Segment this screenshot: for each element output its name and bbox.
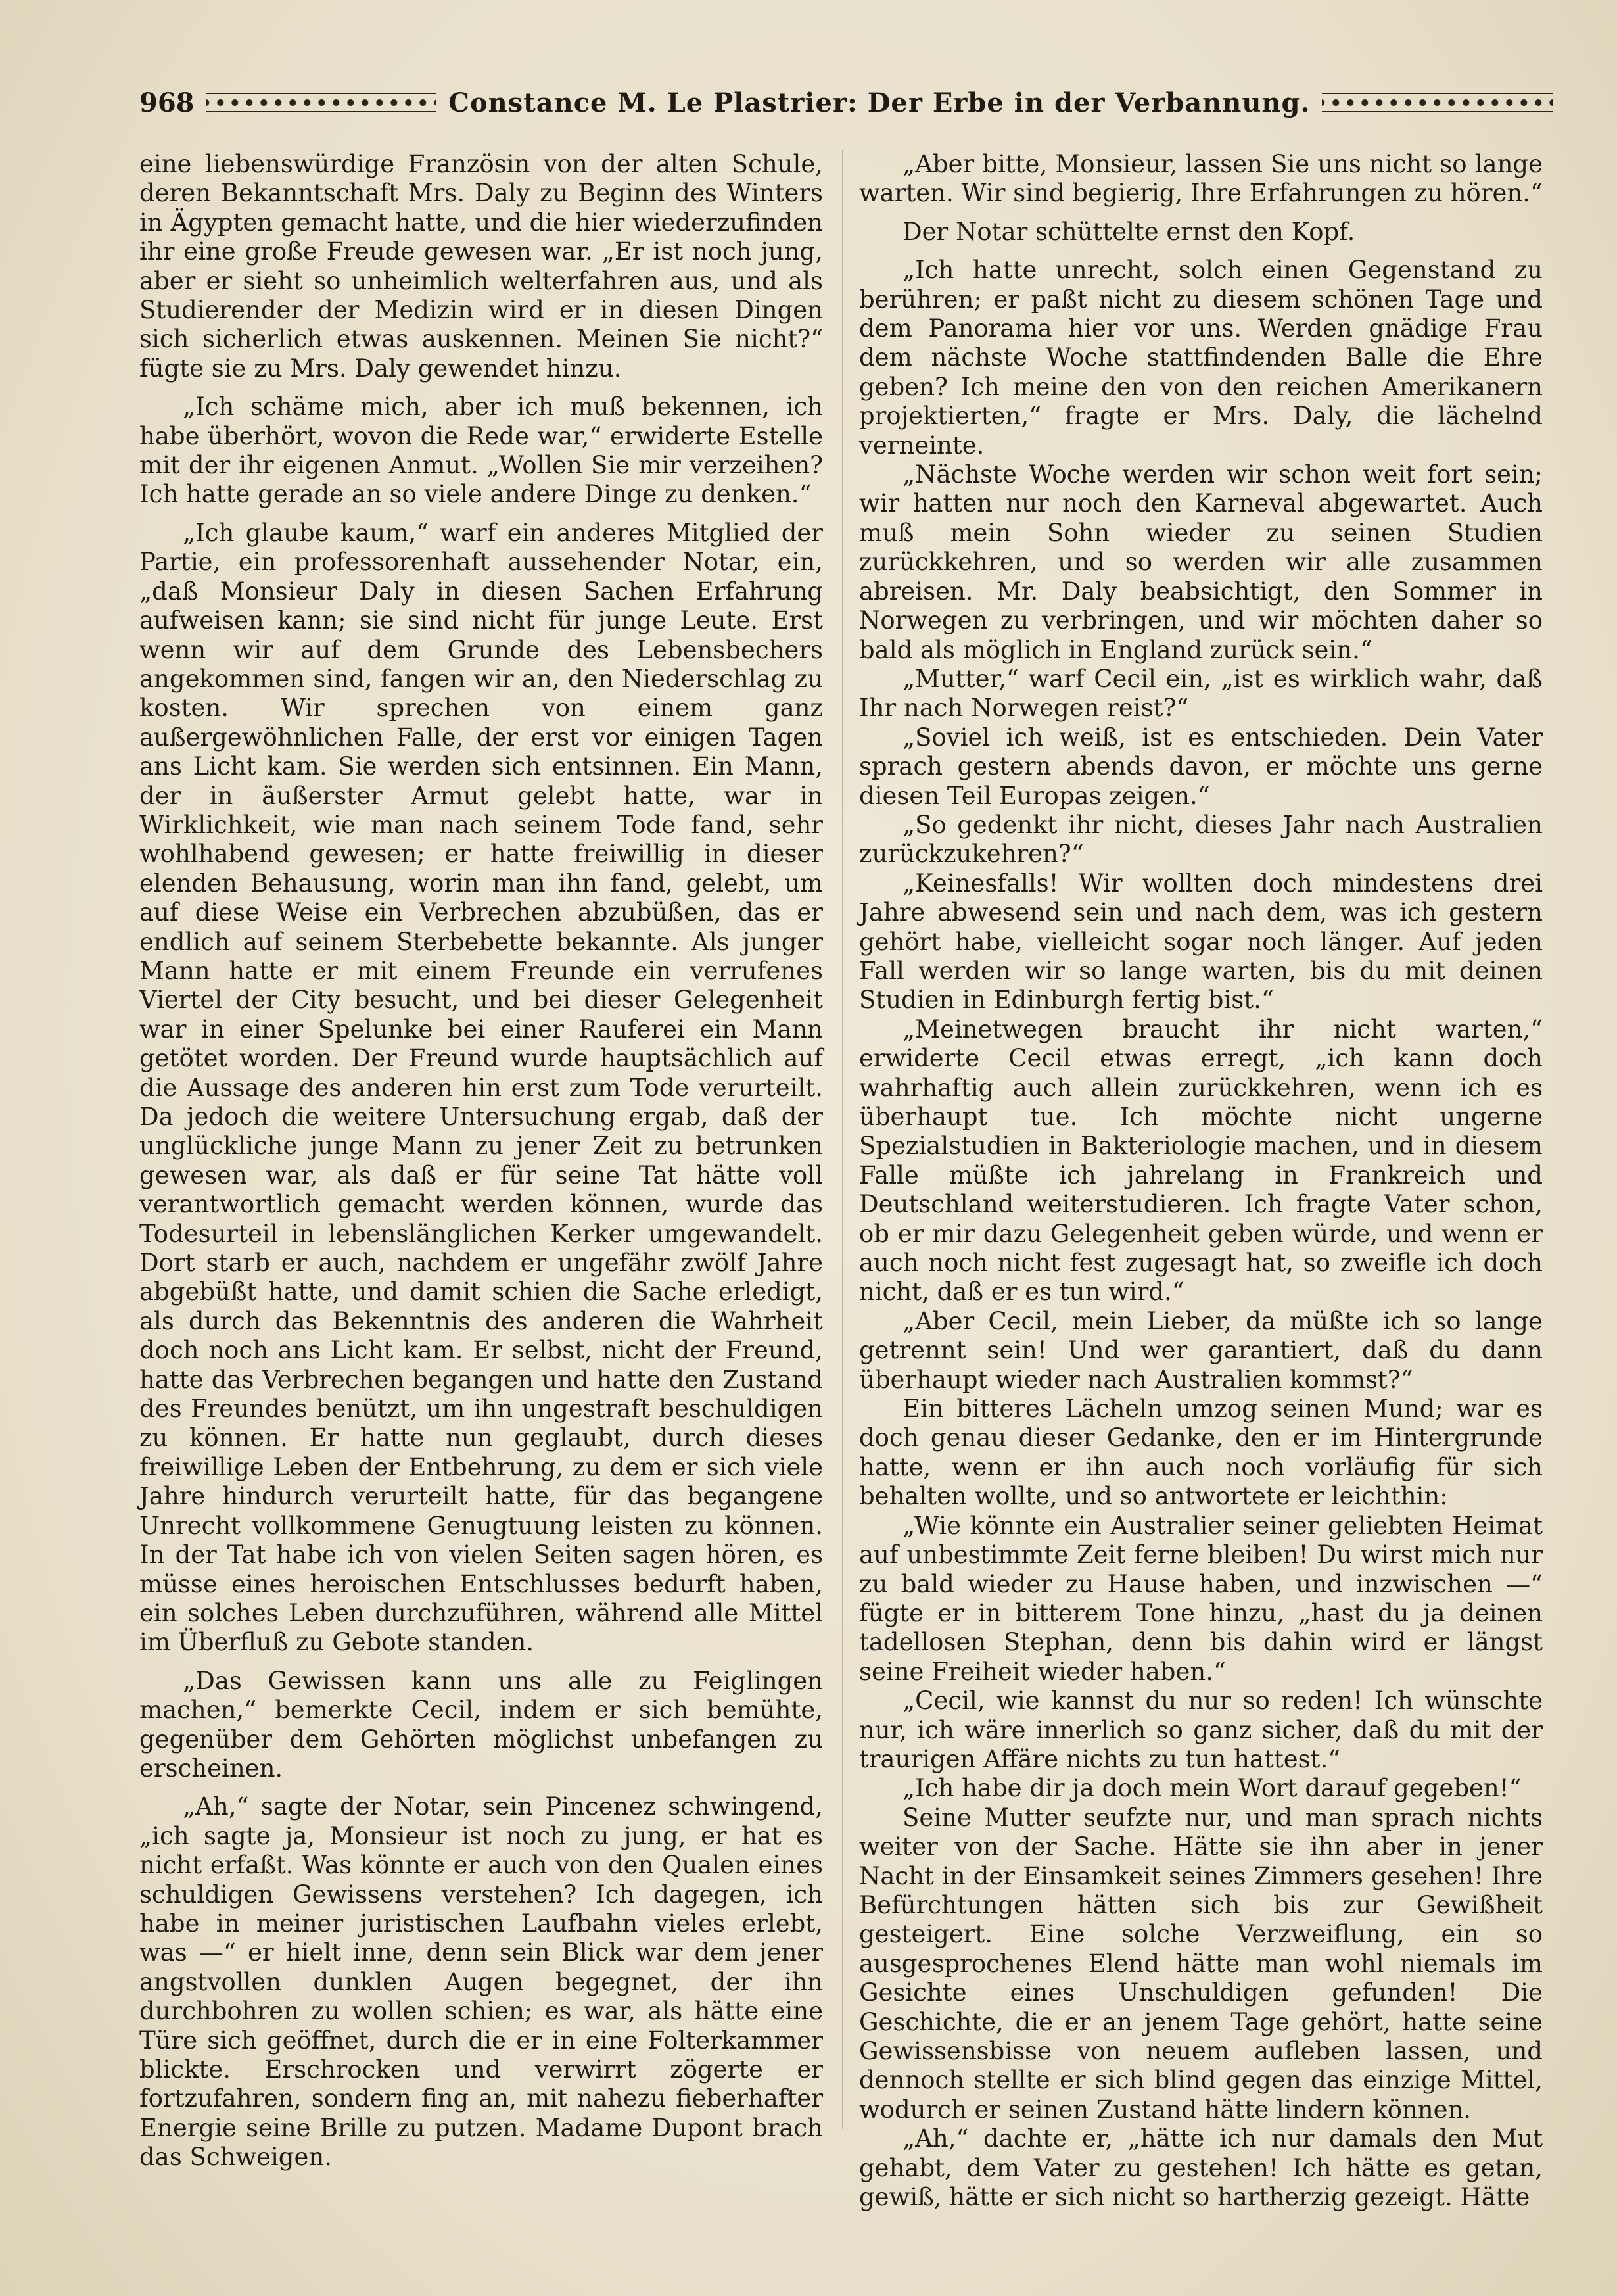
paragraph: „Ich schäme mich, aber ich muß bekennen, ich habe überhört, wovon die Rede war,“ erwiderte Estelle mit der ihr eigenen Anmut. „Wollen Sie mir verzeihen? Ich hatte gerade an so viele andere Dinge zu denken.“ [139, 393, 823, 509]
ornament-rule-right [1322, 93, 1553, 112]
ornament-rule-left [206, 93, 437, 112]
paragraph: „Ah,“ dachte er, „hätte ich nur damals den Mut gehabt, dem Vater zu gestehen! Ich hätte es getan, gewiß, hätte er sich nicht so hartherzig gezeigt. Hätte [859, 2124, 1543, 2212]
paragraph: „Aber bitte, Monsieur, lassen Sie uns nicht so lange warten. Wir sind begierig, Ihre Erfahrungen zu hören.“ [859, 150, 1543, 208]
paragraph: „Soviel ich weiß, ist es entschieden. Dein Vater sprach gestern abends davon, er möchte uns gerne diesen Teil Europas zeigen.“ [859, 723, 1543, 810]
paragraph: Seine Mutter seufzte nur, und man sprach nichts weiter von der Sache. Hätte sie ihn aber in jener Nacht in der Einsamkeit seines Zimmers gesehen! Ihre Befürchtungen hätten sich bis zur Gewißheit gesteigert. Eine solche Verzweiflung, ein so ausgesprochenes Elend hätte man wohl niemals im Gesichte eines Unschuldigen gefunden! Die Geschichte, die er an jenem Tage gehört, hatte seine Gewissensbisse von neuem aufleben lassen, und dennoch stellte er sich blind gegen das einzige Mittel, wodurch er seinen Zustand hätte lindern können. [859, 1803, 1543, 2124]
paragraph: „Nächste Woche werden wir schon weit fort sein; wir hatten nur noch den Karneval abgewartet. Auch muß mein Sohn wieder zu seinen Studien zurückkehren, und so werden wir alle zusammen abreisen. Mr. Daly beabsichtigt, den Sommer in Norwegen zu verbringen, und wir möchten daher so bald als möglich in England zurück sein.“ [859, 460, 1543, 664]
paragraph: Ein bitteres Lächeln umzog seinen Mund; war es doch genau dieser Gedanke, den er im Hintergrunde hatte, wenn er ihn auch noch vorläufig für sich behalten wollte, und so antwortete er leichthin: [859, 1395, 1543, 1511]
paragraph: eine liebenswürdige Französin von der alten Schule, deren Bekanntschaft Mrs. Daly zu Beginn des Winters in Ägypten gemacht hatte, und die hier wiederzufinden ihr eine große Freude gewesen war. „Er ist noch jung, aber er sieht so unheimlich welterfahren aus, und als Studierender der Medizin wird er in diesen Dingen sich sicherlich etwas auskennen. Meinen Sie nicht?“ fügte sie zu Mrs. Daly gewendet hinzu. [139, 150, 823, 383]
running-title: Constance M. Le Plastrier: Der Erbe in der Verbannung. [448, 87, 1311, 118]
column-divider [842, 150, 843, 2129]
paragraph: „Meinetwegen braucht ihr nicht warten,“ erwiderte Cecil etwas erregt, „ich kann doch wahrhaftig auch allein zurückkehren, wenn ich es überhaupt tue. Ich möchte nicht ungerne Spezialstudien in Bakteriologie machen, und in diesem Falle müßte ich jahrelang in Frankreich und Deutschland weiterstudieren. Ich fragte Vater schon, ob er mir dazu Gelegenheit geben würde, und wenn er auch noch nicht fest zugesagt hat, so zweifle ich doch nicht, daß er es tun wird.“ [859, 1015, 1543, 1306]
paragraph: „Aber Cecil, mein Lieber, da müßte ich so lange getrennt sein! Und wer garantiert, daß du dann überhaupt wieder nach Australien kommst?“ [859, 1306, 1543, 1394]
paragraph: „Wie könnte ein Australier seiner geliebten Heimat auf unbestimmte Zeit ferne bleiben! Du wirst mich nur zu bald wieder zu Hause haben, und inzwischen —“ fügte er in bitterem Tone hinzu, „hast du ja deinen tadellosen Stephan, denn bis dahin wird er längst seine Freiheit wieder haben.“ [859, 1511, 1543, 1686]
page-header [139, 84, 1553, 121]
paragraph: „Keinesfalls! Wir wollten doch mindestens drei Jahre abwesend sein und nach dem, was ich gestern gehört habe, vielleicht sogar noch länger. Auf jeden Fall werden wir so lange warten, bis du mit deinen Studien in Edinburgh fertig bist.“ [859, 869, 1543, 1015]
paragraph: „So gedenkt ihr nicht, dieses Jahr nach Australien zurückzukehren?“ [859, 810, 1543, 869]
page-number: 968 [139, 87, 195, 118]
text-column-left [139, 150, 823, 2172]
paragraph: „Das Gewissen kann uns alle zu Feiglingen machen,“ bemerkte Cecil, indem er sich bemühte, gegenüber dem Gehörten möglichst unbefangen zu erscheinen. [139, 1666, 823, 1782]
paragraph: „Cecil, wie kannst du nur so reden! Ich wünschte nur, ich wäre innerlich so ganz sicher, daß du mit der traurigen Affäre nichts zu tun hattest.“ [859, 1686, 1543, 1773]
paragraph: „Mutter,“ warf Cecil ein, „ist es wirklich wahr, daß Ihr nach Norwegen reist?“ [859, 664, 1543, 723]
paragraph: „Ich habe dir ja doch mein Wort darauf gegeben!“ [902, 1774, 1522, 1803]
text-column-right [859, 150, 1543, 2212]
paragraph: „Ich glaube kaum,“ warf ein anderes Mitglied der Partie, ein professorenhaft aussehender Notar, ein, „daß Monsieur Daly in diesen Sachen Erfahrung aufweisen kann; sie sind nicht für junge Leute. Erst wenn wir auf dem Grunde des Lebensbechers angekommen sind, fangen wir an, den Niederschlag zu kosten. Wir sprechen von einem ganz außergewöhnlichen Falle, der erst vor einigen Tagen ans Licht kam. Sie werden sich entsinnen. Ein Mann, der in äußerster Armut gelebt hatte, war in Wirklichkeit, wie man nach seinem Tode fand, sehr wohlhabend gewesen; er hatte freiwillig in dieser elenden Behausung, worin man ihn fand, gelebt, um auf diese Weise ein Verbrechen abzubüßen, das er endlich auf seinem Sterbebette bekannte. Als junger Mann hatte er mit einem Freunde ein verrufenes Viertel der City besucht, und bei dieser Gelegenheit war in einer Spelunke bei einer Rauferei ein Mann getötet worden. Der Freund wurde hauptsächlich auf die Aussage des anderen hin erst zum Tode verurteilt. Da jedoch die weitere Untersuchung ergab, daß der unglückliche junge Mann zu jener Zeit zu betrunken gewesen war, als daß er für seine Tat hätte voll verantwortlich gemacht werden können, wurde das Todesurteil in lebenslänglichen Kerker umgewandelt. Dort starb er auch, nachdem er ungefähr zwölf Jahre abgebüßt hatte, und damit schien die Sache erledigt, als durch das Bekenntnis des anderen die Wahrheit doch noch ans Licht kam. Er selbst, nicht der Freund, hatte das Verbrechen begangen und hatte den Zustand des Freundes benützt, um ihn ungestraft beschuldigen zu können. Er hatte nun geglaubt, durch dieses freiwillige Leben der Entbehrung, zu dem er sich viele Jahre hindurch verurteilt hatte, für das begangene Unrecht vollkommene Genugtuung leisten zu können. In der Tat habe ich von vielen Seiten sagen hören, es müsse eines heroischen Entschlusses bedurft haben, ein solches Leben durchzuführen, während alle Mittel im Überfluß zu Gebote standen. [139, 518, 823, 1657]
paragraph: „Ich hatte unrecht, solch einen Gegenstand zu berühren; er paßt nicht zu diesem schönen Tage und dem Panorama hier vor uns. Werden gnädige Frau dem nächste Woche stattfindenden Balle die Ehre geben? Ich meine den von den reichen Amerikanern projektierten,“ fragte er Mrs. Daly, die lächelnd verneinte. [859, 256, 1543, 460]
paragraph: Der Notar schüttelte ernst den Kopf. [902, 217, 1355, 246]
paragraph: „Ah,“ sagte der Notar, sein Pincenez schwingend, „ich sagte ja, Monsieur ist noch zu jung, er hat es nicht erfaßt. Was könnte er auch von den Qualen eines schuldigen Gewissens verstehen? Ich dagegen, ich habe in meiner juristischen Laufbahn vieles erlebt, was —“ er hielt inne, denn sein Blick war dem jener angstvollen dunklen Augen begegnet, der ihn durchbohren zu wollen schien; es war, als hätte eine Türe sich geöffnet, durch die er in eine Folterkammer blickte. Erschrocken und verwirrt zögerte er fortzufahren, sondern fing an, mit nahezu fieberhafter Energie seine Brille zu putzen. Madame Dupont brach das Schweigen. [139, 1792, 823, 2172]
